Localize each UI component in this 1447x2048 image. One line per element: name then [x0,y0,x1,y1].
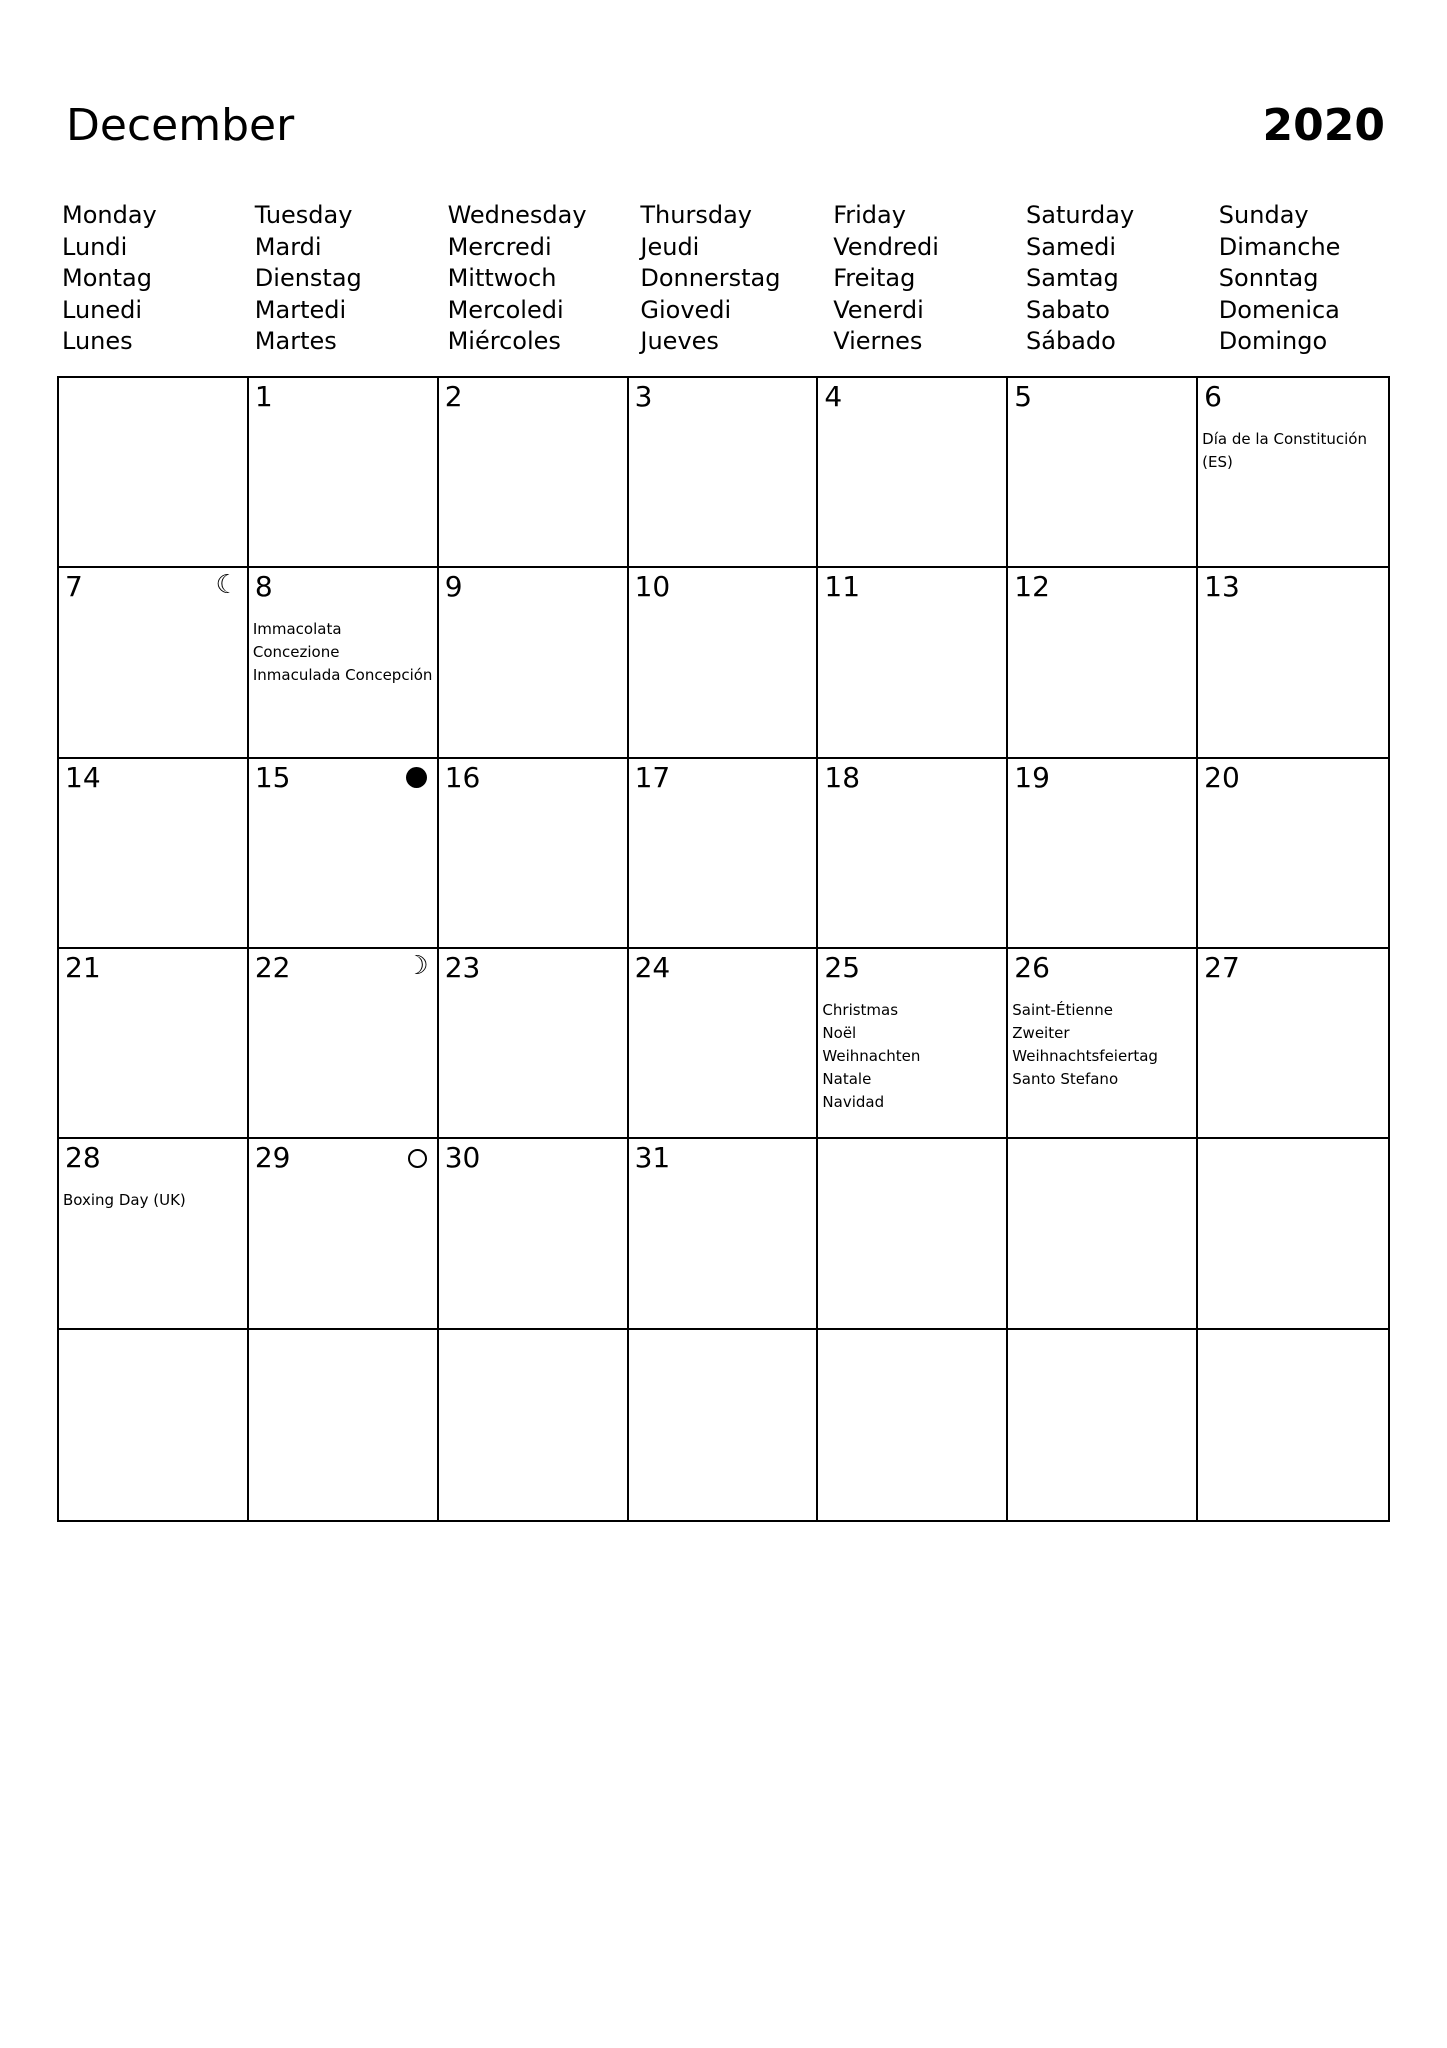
calendar-day-cell [1198,759,1388,949]
holiday-line: Boxing Day (UK) [63,1191,186,1210]
calendar-day-cell [1008,759,1198,949]
day-number: 12 [1014,570,1050,604]
calendar-day-cell [249,378,439,568]
weekday-label: Lunes [62,327,133,356]
weekday-label: Sábado [1026,327,1116,356]
calendar-day-cell [249,1139,439,1329]
day-number: 23 [444,950,481,984]
weekday-label: Friday [833,201,906,229]
day-number: 10 [634,570,671,604]
calendar-day-cell [439,378,629,568]
weekday-label: Mercoledi [447,295,564,324]
holiday-note [63,1189,245,1212]
day-number: 29 [254,1141,291,1175]
calendar-day-cell [59,378,249,568]
weekday-column [448,200,638,358]
weekday-column [62,200,252,358]
calendar-day-cell [1008,1139,1198,1329]
weekday-column [255,200,445,358]
holiday-line: Weihnachtsfeiertag [1012,1046,1158,1065]
calendar-day-cell [818,949,1008,1139]
full-moon-icon [408,1149,427,1168]
day-number: 13 [1204,570,1240,604]
calendar-day-cell [1198,378,1388,568]
year-title: 2020 [1262,100,1385,151]
holiday-line: (ES) [1202,453,1233,471]
day-number: 22 [254,950,291,984]
calendar-day-cell [439,1330,629,1520]
day-number: 6 [1204,380,1222,413]
calendar-day-cell [1198,1330,1388,1520]
weekday-label: Giovedi [640,295,732,324]
calendar-day-cell [59,1139,249,1329]
calendar-day-cell [818,378,1008,568]
calendar-day-cell [1008,568,1198,758]
day-number: 9 [444,570,463,604]
day-number: 24 [634,950,671,984]
day-number: 4 [824,380,843,413]
weekday-label: Sunday [1218,201,1309,229]
calendar-day-cell [59,759,249,949]
weekday-label: Martes [254,327,337,356]
weekday-label: Dienstag [254,264,362,293]
new-moon-icon [406,767,427,788]
day-number: 31 [634,1141,671,1175]
day-number: 2 [444,380,463,413]
calendar-day-cell [1008,949,1198,1139]
weekday-label: Jeudi [640,232,700,261]
day-number: 30 [444,1141,481,1175]
calendar-day-cell [629,1330,819,1520]
calendar-day-cell [1198,949,1388,1139]
weekday-label: Sabato [1026,295,1110,324]
day-number: 27 [1204,950,1240,984]
weekday-label: Tuesday [254,201,353,229]
weekday-label: Mittwoch [447,264,557,293]
weekday-label: Jueves [640,327,719,356]
holiday-note [1202,428,1386,474]
calendar-day-cell [629,759,819,949]
weekday-label: Venerdi [833,295,924,324]
first-quarter-icon: ☽ [405,950,429,981]
calendar-day-cell [818,1330,1008,1520]
holiday-line: Concezione [252,643,340,662]
weekday-column [1219,200,1409,358]
day-number: 5 [1014,380,1033,413]
holiday-line: Christmas [822,1000,899,1019]
weekday-label: Mercredi [447,232,552,261]
day-number: 7 [65,570,83,604]
weekday-label: Samedi [1026,232,1116,261]
last-quarter-icon: ☾ [215,570,239,601]
calendar-day-cell [629,378,819,568]
day-number: 14 [65,760,101,794]
weekday-label: Samtag [1026,264,1119,293]
day-number: 28 [65,1141,101,1175]
day-number: 8 [254,570,273,604]
calendar-day-cell [249,568,439,758]
holiday-line: Immacolata [252,620,342,639]
weekday-label: Donnerstag [640,264,781,293]
day-number: 18 [824,760,861,794]
weekday-label: Miércoles [447,327,561,356]
day-number: 1 [254,380,273,413]
weekday-header [62,200,1402,360]
day-number: 21 [65,950,101,984]
holiday-line: Navidad [822,1092,885,1111]
weekday-label: Vendredi [833,232,939,261]
holiday-line: Saint-Étienne [1012,1000,1113,1019]
holiday-note [253,618,435,687]
calendar-day-cell [439,759,629,949]
calendar-day-cell [818,568,1008,758]
weekday-label: Wednesday [447,201,587,229]
calendar-day-cell [249,1330,439,1520]
calendar-day-cell [439,568,629,758]
calendar-day-cell [1008,1330,1198,1520]
calendar-day-cell [629,568,819,758]
calendar-day-cell [1198,568,1388,758]
day-number: 25 [824,950,861,984]
weekday-label: Mardi [254,232,322,261]
weekday-label: Domingo [1218,327,1328,356]
weekday-label: Saturday [1026,201,1135,229]
day-number: 26 [1014,950,1050,984]
calendar-day-cell [59,949,249,1139]
calendar-day-cell [439,1139,629,1329]
holiday-line: Noël [822,1023,857,1042]
weekday-column [833,200,1023,358]
holiday-note [822,999,1004,1114]
weekday-label: Freitag [833,264,916,293]
calendar-day-cell [818,1139,1008,1329]
calendar-day-cell [629,949,819,1139]
weekday-label: Lundi [62,232,128,261]
weekday-label: Montag [62,264,152,293]
weekday-label: Lunedi [62,295,143,324]
day-number: 17 [634,760,671,794]
calendar-day-cell [629,1139,819,1329]
calendar-day-cell [59,568,249,758]
holiday-line: Weihnachten [822,1046,921,1065]
weekday-label: Sonntag [1218,264,1319,293]
day-number: 16 [444,760,481,794]
weekday-label: Viernes [833,327,923,356]
day-number: 20 [1204,760,1240,794]
calendar-day-cell [249,949,439,1139]
weekday-label: Domenica [1218,295,1340,324]
holiday-line: Día de la Constitución [1202,430,1367,448]
holiday-line: Natale [822,1069,872,1088]
weekday-column [640,200,830,358]
calendar-day-cell [59,1330,249,1520]
calendar-day-cell [1198,1139,1388,1329]
calendar-day-cell [818,759,1008,949]
weekday-label: Dimanche [1218,232,1341,261]
day-number: 11 [824,570,861,604]
calendar-day-cell [1008,378,1198,568]
holiday-line: Zweiter [1012,1023,1070,1042]
month-title: December [66,100,295,151]
weekday-column [1026,200,1216,358]
day-number: 3 [634,380,653,413]
calendar-grid [57,376,1390,1522]
holiday-line: Inmaculada Concepción [252,666,433,685]
weekday-label: Thursday [640,201,752,229]
weekday-label: Monday [62,201,157,229]
holiday-note [1012,999,1194,1091]
holiday-line: Santo Stefano [1012,1069,1119,1088]
calendar-day-cell [249,759,439,949]
weekday-label: Martedi [254,295,347,324]
calendar-day-cell [439,949,629,1139]
day-number: 19 [1014,760,1050,794]
day-number: 15 [254,760,291,794]
